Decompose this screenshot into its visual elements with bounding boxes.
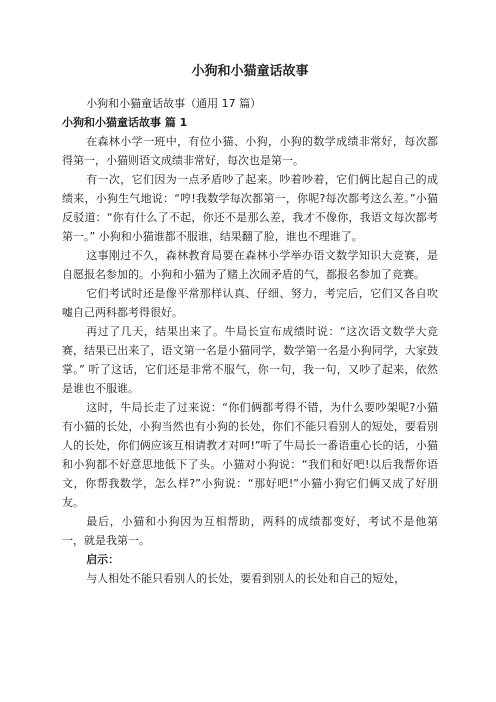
section-heading: 小狗和小猫童话故事 篇 1 [62, 116, 188, 129]
paragraph-2: 有一次，它们因为一点矛盾吵了起来。吵着吵着，它们俩比起自己的成绩来，小狗生气地说：“哼!我数学每次都第一，你呢?每次都考这么差。”小猫反驳道：“你有什么了不起，你还不是那么差，我才不像你，我语文每次都考第一。” 小狗和小猫谁都不服谁，结果翻了脸，谁也不理谁了。 [62, 173, 438, 243]
moral-text: 与人相处不能只看别人的长处，要看到别人的长处和自己的短处， [86, 572, 406, 585]
moral-label: 启示： [86, 553, 120, 566]
paragraph-3: 这事刚过不久，森林教育局要在森林小学举办语文数学知识大竞赛，是自愿报名参加的。小狗和小猫为了赌上次闹矛盾的气，都报名参加了竞赛。 [62, 249, 438, 281]
paragraph-1: 在森林小学一班中，有位小猫、小狗，小狗的数学成绩非常好，每次都得第一，小猫则语文成绩非常好，每次也是第一。 [62, 135, 438, 167]
paragraph-5: 再过了几天，结果出来了。牛局长宣布成绩时说：“这次语文数学大竞赛，结果已出来了，语文第一名是小猫同学，数学第一名是小狗同学，大家鼓掌。” 听了这话，它们还是非常不服气，你一句，我一句，又吵了起来，依然是谁也不服谁。 [62, 325, 438, 395]
page-title: 小狗和小猫童话故事 [191, 64, 309, 79]
document-subtitle: 小狗和小猫童话故事（通用 17 篇） [86, 97, 262, 110]
paragraph-7: 最后，小猫和小狗因为互相帮助，两科的成绩都变好，考试不是他第一，就是我第一。 [62, 515, 438, 547]
paragraph-6: 这时，牛局长走了过来说：“你们俩都考得不错，为什么要吵架呢?小猫有小猫的长处，小狗当然也有小狗的长处，你们不能只看别人的短处，要看别人的长处，你们俩应该互相请教才对呵!”听了牛局长一番语重心长的话，小猫和小狗都不好意思地低下了头。小猫对小狗说：“我们和好吧!以后我帮你语文，你帮我数学，怎么样?”小狗说：“那好吧!”小猫小狗它们俩又成了好朋友。 [62, 401, 438, 509]
paragraph-4: 它们考试时还是像平常那样认真、仔细、努力，考完后，它们又各自吹嘘自己两科都考得很好。 [62, 287, 438, 319]
